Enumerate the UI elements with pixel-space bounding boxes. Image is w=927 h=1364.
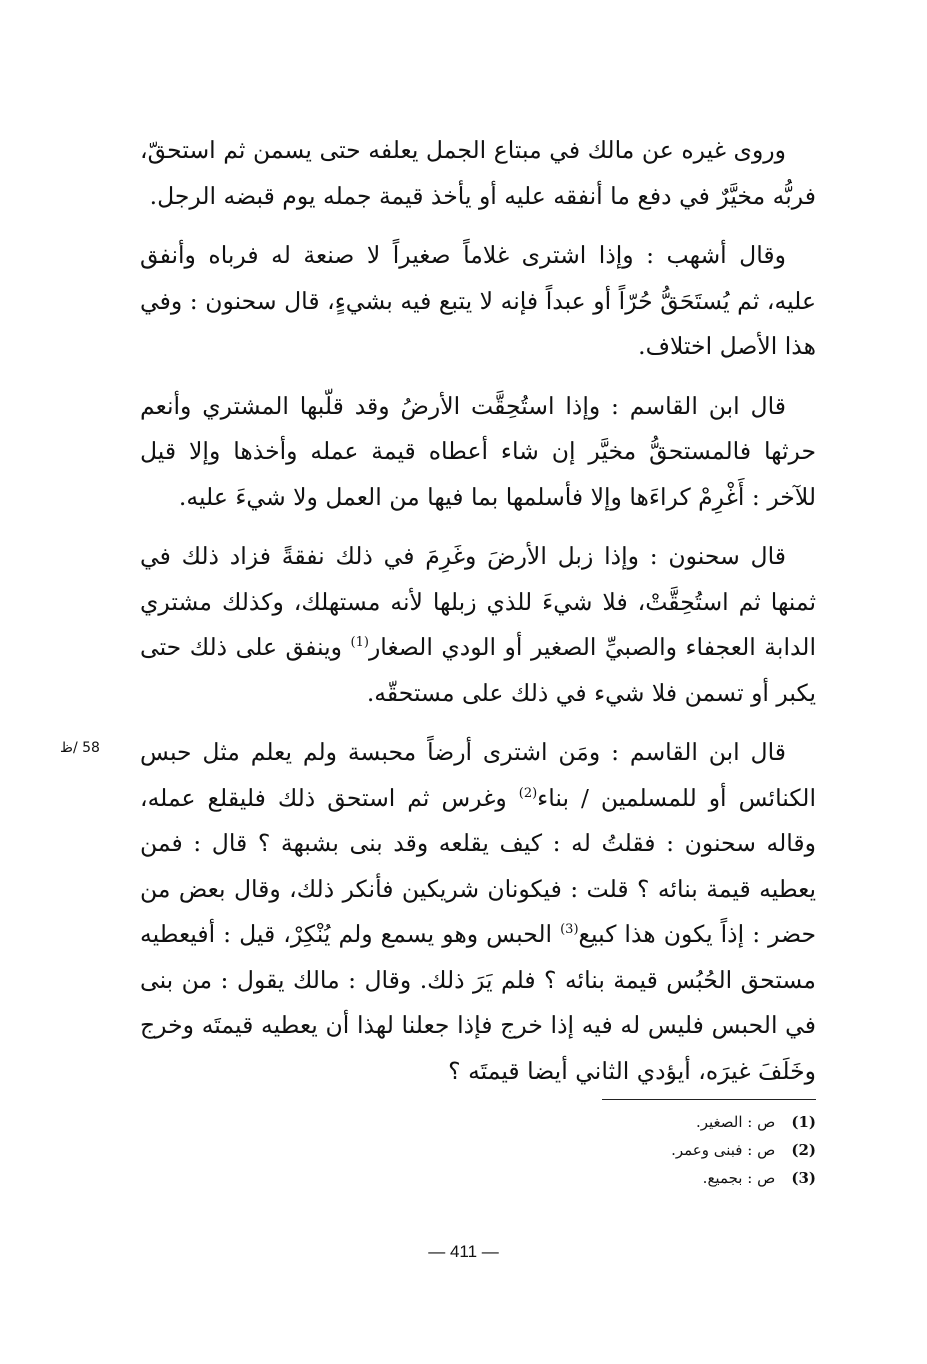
main-text — [140, 128, 816, 1108]
paragraph-2: وقال أشهب : وإذا اشترى غلاماً صغيراً لا صنعة له فرباه وأنفق عليه، ثم يُستَحَقُّ حُرّاً أو عبداً فإنه لا يتبع فيه بشيءٍ، قال سحنون : وفي هذا الأصل اختلاف. — [140, 241, 816, 360]
footnote-text: ص : فبنى وعمر. — [671, 1141, 776, 1159]
footnote-ref-3: (3) — [560, 922, 579, 938]
paragraph-4-start: قال سحنون : وإذا زبل الأرضَ وغَرِمَ في ذلك نفقةً فزاد ذلك في ثمنها ثم استُحِقَّتْ، فلا شيءَ للذي زبلها لأنه مستهلك، وكذلك مشتري الدابة العجفاء والصبيِّ الصغير أو الودي الصغار — [140, 542, 816, 661]
manuscript-folio-note: 58 /ظ — [60, 740, 100, 756]
paragraph-5-middle: وغرس ثم استحق ذلك فليقلع عمله، وقاله سحنون : فقلتُ له : كيف يقلعه وقد بنى بشبهة ؟ قال : فمن يعطيه قيمة بنائه ؟ قلت : فيكونان شريكين فأنكر ذلك، وقال بعض من حضر : إذاً يكون هذا كبيع — [140, 783, 817, 948]
page-number: — 411 — — [428, 1242, 499, 1261]
paragraph-4-end: وينفق على ذلك حتى يكبر أو تسمن فلا شيء في ذلك على مستحقّه. — [140, 633, 816, 707]
footnote-text: ص : بجميع. — [702, 1169, 776, 1187]
footnote-number: (1) — [791, 1113, 816, 1131]
footnote-number: (3) — [791, 1169, 816, 1187]
paragraph-5 — [140, 730, 816, 1094]
paragraph-1: وروى غيره عن مالك في مبتاع الجمل يعلفه حتى يسمن ثم استحقّ، فربُّه مخيَّرٌ في دفع ما أنفقه عليه أو يأخذ قيمة جمله يوم قبضه الرجل. — [140, 136, 816, 210]
footnotes — [560, 1108, 816, 1192]
footnote-number: (2) — [791, 1141, 816, 1159]
paragraph-4 — [140, 534, 816, 716]
footnote-text: ص : الصغير. — [695, 1113, 776, 1131]
footnote-divider — [602, 1099, 816, 1100]
footnote-ref-1: (1) — [350, 635, 369, 651]
footnote-3 — [560, 1164, 816, 1192]
footnote-2 — [560, 1136, 816, 1164]
footnote-1 — [560, 1108, 816, 1136]
paragraph-5-end: الحبس وهو يسمع ولم يُنْكِرْ، قيل : أفيعطيه مستحق الحُبُس قيمة بنائه ؟ فلم يَرَ ذلك. وقال : مالك يقول : من بنى في الحبس فليس له فيه إذا خرج فإذا جعلنا لهذا أن يعطيه قيمتَه وخرج وخَلَفَ غيرَه، أيؤدي الثاني أيضا قيمتَه ؟ — [140, 920, 816, 1085]
footnote-ref-2: (2) — [518, 785, 538, 801]
paragraph-5-start: قال ابن القاسم : ومَن اشترى أرضاً محبسة ولم يعلم مثل حبس الكنائس أو للمسلمين / بناء — [140, 738, 816, 812]
paragraph-3: قال ابن القاسم : وإذا استُحِقَّت الأرضُ وقد قلّبها المشتري وأنعم حرثها فالمستحقُّ مخيَّر إن شاء أعطاه قيمة عمله وأخذها وإلا قيل للآخر : أَغْرِمْ كراءَها وإلا فأسلمها بما فيها من العمل ولا شيءَ عليه. — [140, 391, 816, 511]
